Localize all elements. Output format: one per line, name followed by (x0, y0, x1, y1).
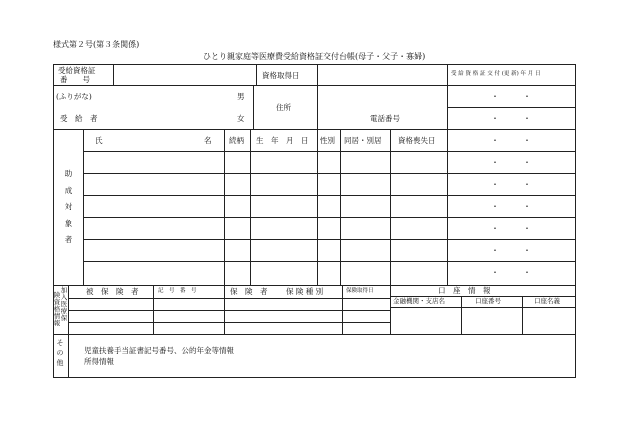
name-header-right: 名 (204, 136, 212, 145)
date-dots: ・・ (491, 114, 555, 123)
date-dots: ・・ (491, 136, 555, 145)
other-side-label: そ の 他 (56, 339, 64, 367)
recipient-label: 受 給 者 (60, 114, 98, 123)
date-dots: ・・ (491, 92, 555, 101)
relation-header: 続柄 (229, 136, 244, 145)
phone-label: 電話番号 (370, 114, 400, 123)
birth-header: 生 年 月 日 (256, 136, 309, 145)
name-header-left: 氏 (95, 136, 103, 145)
insurance-type-header: 保 険 種 別 (286, 287, 324, 296)
ledger-table (53, 64, 576, 378)
cert-number-label: 受給資格証 (58, 66, 96, 75)
cert-number-label-2: 番 号 (60, 75, 90, 84)
date-dots: ・・ (491, 224, 555, 233)
insurer-header: 保 険 者 (230, 287, 268, 296)
other-info-line-1: 児童扶養手当証書記号番号、公的年金等情報 (84, 346, 234, 355)
loss-date-header: 資格喪失日 (398, 136, 436, 145)
sex-female: 女 (237, 114, 245, 123)
insurance-side-label-b: 険 資 格 情 報 (53, 291, 61, 327)
date-dots: ・・ (491, 202, 555, 211)
cohabit-header: 同居・別居 (344, 136, 382, 145)
date-dots: ・・ (491, 268, 555, 277)
date-dots: ・・ (491, 246, 555, 255)
account-holder-header: 口座名義 (534, 297, 560, 305)
subjects-side-label: 助 成 対 象 者 (64, 169, 73, 244)
sex-male: 男 (237, 92, 245, 101)
furigana-label: (ふりがな) (56, 92, 92, 101)
address-label: 住所 (276, 103, 291, 112)
sex-header: 性別 (320, 136, 335, 145)
insurance-date-header: 保険取得日 (346, 288, 374, 294)
date-dots: ・・ (491, 180, 555, 189)
page-title: ひとり親家庭等医療費受給資格証交付台帳(母子・父子・寡婦) (203, 52, 426, 61)
other-info-line-2: 所得情報 (84, 357, 114, 366)
account-info-title: 口 座 情 報 (438, 286, 491, 295)
date-dots: ・・ (491, 158, 555, 167)
acquired-date-label: 資格取得日 (262, 71, 300, 80)
issue-date-header: 受 給 資 格 証 交 付 (更 新) 年 月 日 (451, 71, 541, 77)
insurance-side-label-a: 加 入 医 療 保 (60, 286, 68, 322)
symbol-number-header: 記 号 番 号 (158, 288, 197, 294)
form-id: 様式第２号(第３条関係) (53, 40, 140, 49)
bank-branch-header: 金融機関・支店名 (393, 297, 445, 305)
insured-header: 被 保 険 者 (86, 287, 139, 296)
account-number-header: 口座番号 (475, 297, 501, 305)
